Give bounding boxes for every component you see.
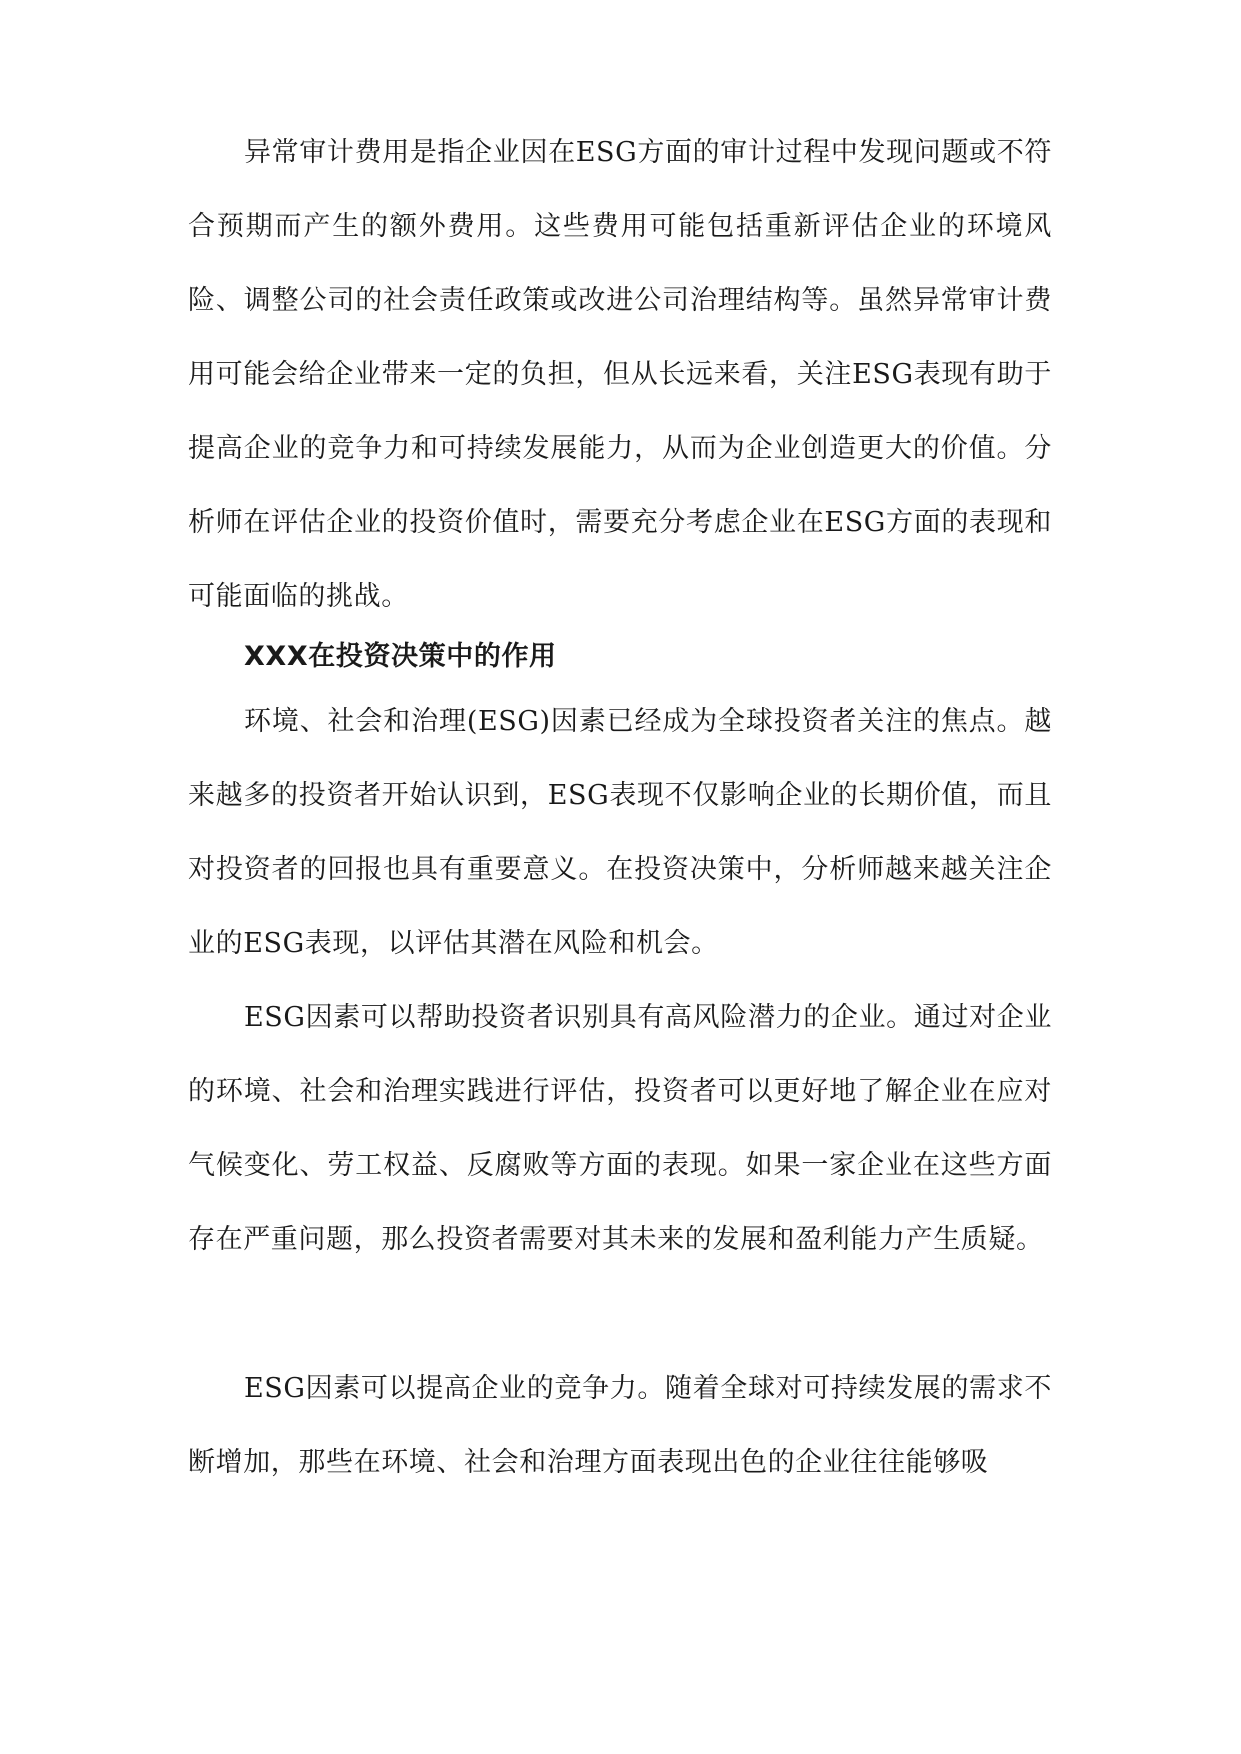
paragraph-esg-competitiveness: ESG因素可以提高企业的竞争力。随着全球对可持续发展的需求不断增加，那些在环境、社会和治理方面表现出色的企业往往能够吸 (188, 1373, 1052, 1478)
paragraph-esg-risk: ESG因素可以帮助投资者识别具有高风险潜力的企业。通过对企业的环境、社会和治理实践进行评估，投资者可以更好地了解企业在应对气候变化、劳工权益、反腐败等方面的表现。如果一家企业在这些方面存在严重问题，那么投资者需要对其未来的发展和盈利能力产生质疑。 (188, 1002, 1052, 1255)
paragraph-esg-focus: 环境、社会和治理(ESG)因素已经成为全球投资者关注的焦点。越来越多的投资者开始认识到，ESG表现不仅影响企业的长期价值，而且对投资者的回报也具有重要意义。在投资决策中，分析师越来越关注企业的ESG表现，以评估其潜在风险和机会。 (188, 706, 1052, 959)
paragraph-audit-fees: 异常审计费用是指企业因在ESG方面的审计过程中发现问题或不符合预期而产生的额外费用。这些费用可能包括重新评估企业的环境风险、调整公司的社会责任政策或改进公司治理结构等。虽然异常审计费用可能会给企业带来一定的负担，但从长远来看，关注ESG表现有助于提高企业的竞争力和可持续发展能力，从而为企业创造更大的价值。分析师在评估企业的投资价值时，需要充分考虑企业在ESG方面的表现和可能面临的挑战。 (188, 137, 1052, 612)
section-heading: XXX在投资决策中的作用 (244, 641, 557, 672)
